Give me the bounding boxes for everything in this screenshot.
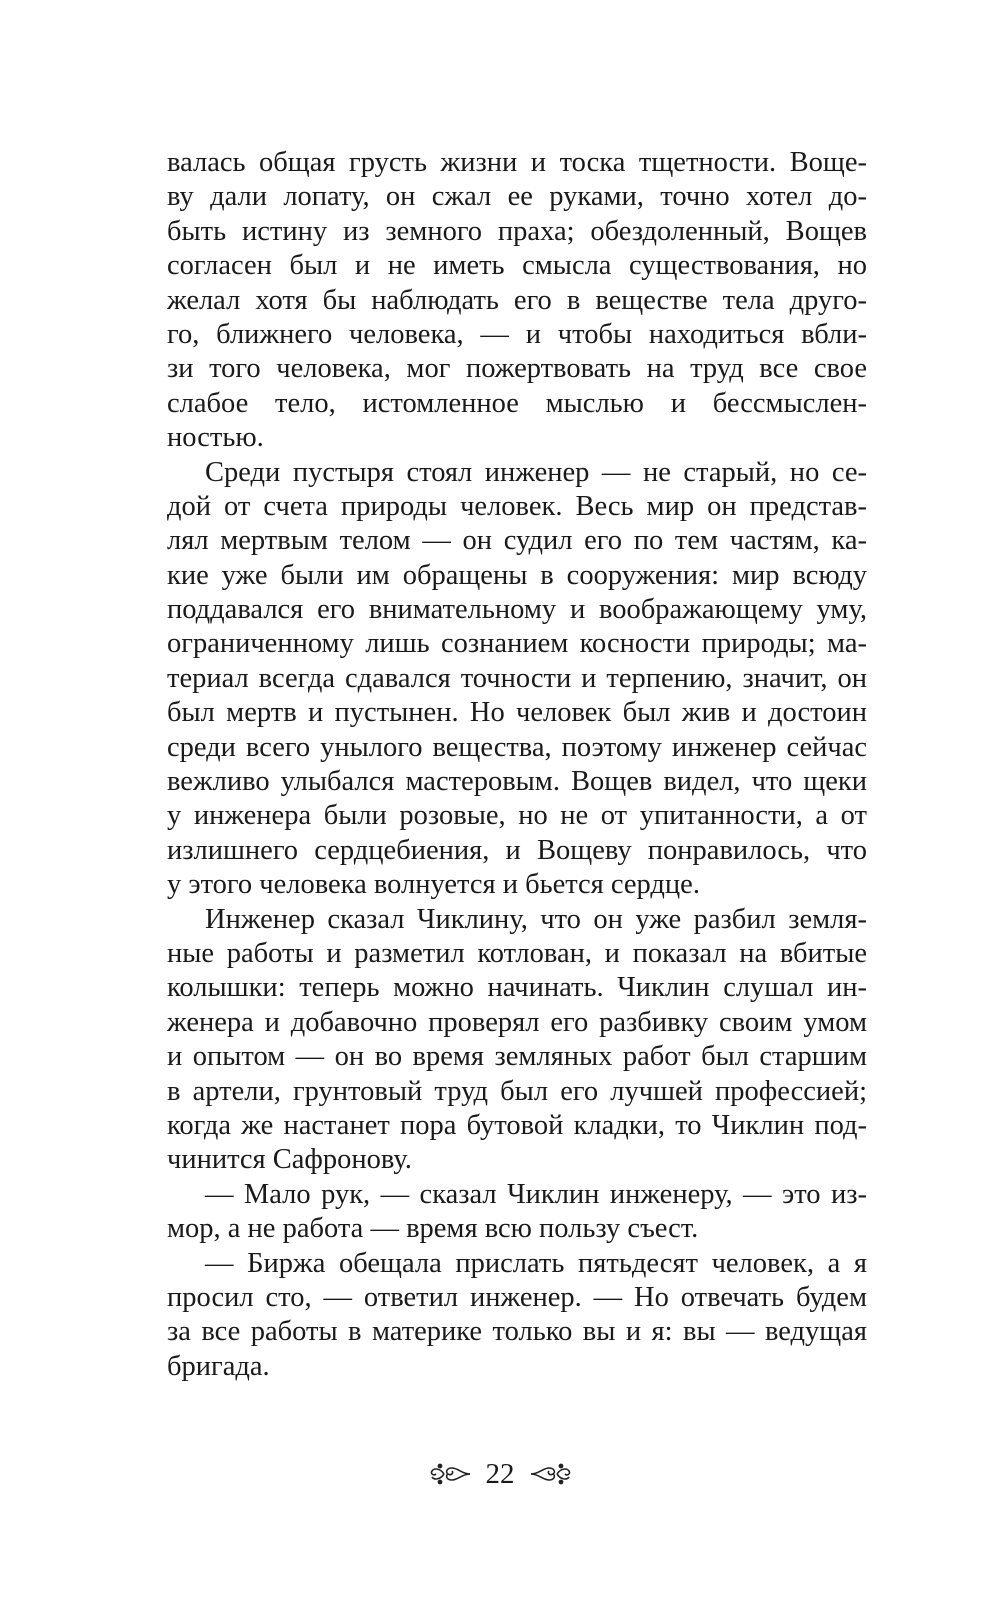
text-line: согласен был и не иметь смысла существования, но (167, 250, 867, 282)
text-line: желал хотя бы наблюдать его в веществе тела друго- (167, 284, 867, 316)
text-line: го, ближнего человека, — и чтобы находиться вбли- (167, 318, 867, 350)
body-text (167, 146, 867, 1384)
text-line: ограниченному лишь сознанием косности природы; ма- (167, 628, 867, 660)
text-line: быть истину из земного праха; обездоленный, Вощев (167, 215, 867, 247)
text-line: Инженер сказал Чиклину, что он уже разбил земля- (205, 903, 867, 935)
text-line: Среди пустыря стоял инженер — не старый, но се- (205, 456, 867, 488)
text-line: среди всего унылого вещества, поэтому инженер сейчас (167, 731, 867, 763)
text-line: дой от счета природы человек. Весь мир он представ- (167, 490, 867, 522)
text-line: мор, а не работа — время всю пользу съест. (167, 1213, 699, 1245)
text-line: ные работы и разметил котлован, и показал на вбитые (167, 937, 867, 969)
page-number: 22 (485, 1458, 515, 1490)
paragraph (167, 903, 867, 1178)
text-line: в артели, грунтовый труд был его лучшей профессией; (167, 1075, 867, 1107)
text-line: и опытом — он во время земляных работ был старшим (167, 1041, 867, 1073)
text-line: излишнего сердцебиения, и Вощеву понравилось, что (167, 834, 867, 866)
text-line: бригада. (167, 1350, 270, 1382)
text-line: у этого человека волнуется и бьется сердце. (167, 869, 700, 901)
text-line: когда же настанет пора бутовой кладки, то Чиклин под- (167, 1109, 867, 1141)
text-line: — Мало рук, — сказал Чиклин инженеру, — это из- (205, 1178, 867, 1210)
text-line: у инженера были розовые, но не от упитанности, а от (167, 800, 867, 832)
text-line: ву дали лопату, он сжал ее руками, точно хотел до- (167, 181, 867, 213)
paragraph (167, 146, 867, 456)
page-footer (0, 1454, 1000, 1494)
text-line: колышки: теперь можно начинать. Чиклин слушал ин- (167, 972, 867, 1004)
text-line: женера и добавочно проверял его разбивку своим умом (167, 1006, 867, 1038)
text-line: поддавался его внимательному и воображающему уму, (167, 594, 867, 626)
text-line: ностью. (167, 422, 264, 454)
text-line: слабое тело, истомленное мыслью и бессмыслен- (167, 387, 867, 419)
paragraph (167, 456, 867, 903)
text-line: был мертв и пустынен. Но человек был жив и достоин (167, 697, 867, 729)
text-line: за все работы в материке только вы и я: вы — ведущая (167, 1316, 867, 1348)
paragraph (167, 1178, 867, 1247)
text-line: зи того человека, мог пожертвовать на труд все свое (167, 353, 867, 385)
floral-ornament-right-icon (529, 1462, 573, 1486)
text-line: вежливо улыбался мастеровым. Вощев видел, что щеки (167, 766, 867, 798)
text-line: лял мертвым телом — он судил его по тем частям, ка- (167, 525, 867, 557)
text-line: кие уже были им обращены в сооружения: мир всюду (167, 559, 867, 591)
text-line: чинится Сафронову. (167, 1144, 412, 1176)
text-line: просил сто, — ответил инженер. — Но отвечать будем (167, 1281, 867, 1313)
text-line: валась общая грусть жизни и тоска тщетности. Воще- (167, 147, 867, 178)
text-line: териал всегда сдавался точности и терпению, значит, он (167, 662, 867, 694)
floral-ornament-left-icon (428, 1462, 472, 1486)
paragraph (167, 1247, 867, 1385)
text-line: — Биржа обещала прислать пятьдесят человек, а я (205, 1247, 867, 1279)
